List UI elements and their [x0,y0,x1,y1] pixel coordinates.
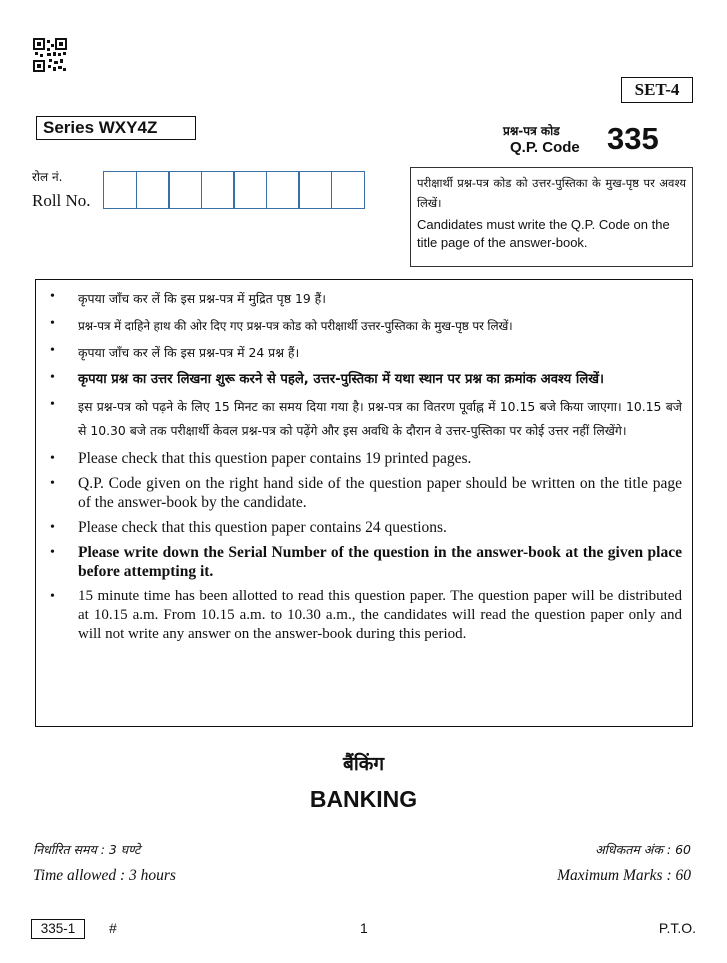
roll-number-cell[interactable] [168,171,202,209]
subject-title-english: BANKING [309,786,418,812]
bullet: • [50,316,55,331]
page-number: 1 [360,920,368,936]
bullet: • [50,289,55,304]
roll-number-cell[interactable] [136,171,170,209]
roll-number-cell[interactable] [298,171,332,209]
instruction-item [46,449,682,468]
qp-code-note-hindi: परीक्षार्थी प्रश्न-पत्र कोड को उत्तर-पुस्तिका के मुख-पृष्ठ पर अवश्य लिखें। [417,176,686,210]
bullet: • [50,397,55,412]
maximum-marks: Maximum Marks : 60 [557,867,691,884]
instruction-text: 15 minute time has been allotted to read this question paper. The question paper will be distributed at 10.15 a.m. From 10.15 a.m. to 10.30 a.m., the candidates will read the question paper only and will not write any answer on the answer-book during this period. [78,588,682,642]
instruction-text: Please write down the Serial Number of the question in the answer-book at the given place before attempting it. [78,544,682,580]
instruction-item [46,368,682,392]
qp-code-note-box [410,167,693,267]
roll-number-cell[interactable] [233,171,267,209]
series-label: Series WXY4Z [36,116,196,140]
instruction-item [46,518,682,537]
maximum-marks-hindi: अधिकतम अंक : 60 [595,842,691,857]
qp-code-label: Q.P. Code [510,139,580,156]
instruction-text: Q.P. Code given on the right hand side of the question paper should be written on the title page of the answer-book by the candidate. [78,475,682,511]
roll-number-label: Roll No. [32,191,91,210]
set-label: SET-4 [621,77,693,103]
qp-code-hindi-label: प्रश्न-पत्र कोड [503,124,560,138]
instruction-item [46,543,682,581]
footer-hash: # [109,920,117,936]
instruction-text: प्रश्न-पत्र में दाहिने हाथ की ओर दिए गए प्रश्न-पत्र कोड को परीक्षार्थी उत्तर-पुस्तिका के मुख-पृष्ठ पर लिखें। [78,319,513,333]
roll-number-hindi-label: रोल नं. [32,170,63,184]
qr-code-icon [33,38,67,72]
instruction-item [46,314,682,338]
bullet: • [50,520,55,535]
subject-title-hindi: बैंकिंग [342,753,385,775]
instruction-text: इस प्रश्न-पत्र को पढ़ने के लिए 15 मिनट का समय दिया गया है। प्रश्न-पत्र का वितरण पूर्वाह्न में 10.15 बजे किया जाएगा। 10.15 बजे से 10.30 बजे तक परीक्षार्थी केवल प्रश्न-पत्र को पढ़ेंगे और इस अवधि के दौरान वे उत्तर-पुस्तिका पर कोई उत्तर नहीं लिखेंगे। [78,399,682,438]
bullet: • [50,451,55,466]
please-turn-over: P.T.O. [658,920,696,936]
roll-number-cell[interactable] [331,171,365,209]
instruction-text: Please check that this question paper contains 19 printed pages. [78,450,472,467]
bullet: • [50,343,55,358]
bullet: • [50,589,55,604]
bullet: • [50,476,55,491]
instruction-item [46,474,682,512]
instruction-text: कृपया जाँच कर लें कि इस प्रश्न-पत्र में मुद्रित पृष्ठ 19 हैं। [78,291,326,306]
instruction-text: Please check that this question paper contains 24 questions. [78,519,447,536]
bullet: • [50,545,55,560]
instruction-item [46,287,682,311]
footer-paper-code: 335-1 [31,919,85,939]
instruction-text: कृपया प्रश्न का उत्तर लिखना शुरू करने से पहले, उत्तर-पुस्तिका में यथा स्थान पर प्रश्न का क्रमांक अवश्य लिखें। [78,372,605,387]
instructions-box [35,279,693,727]
roll-number-cell[interactable] [266,171,300,209]
instruction-item [46,395,682,443]
instruction-item [46,341,682,365]
qp-code-value: 335 [607,121,659,156]
instruction-text: कृपया जाँच कर लें कि इस प्रश्न-पत्र में 24 प्रश्न हैं। [78,345,300,360]
time-allowed: Time allowed : 3 hours [33,867,176,884]
qp-code-note-english: Candidates must write the Q.P. Code on the title page of the answer-book. [417,217,670,250]
instruction-item [46,587,682,644]
roll-number-boxes [103,171,363,209]
time-allowed-hindi: निर्धारित समय : 3 घण्टे [33,842,141,857]
roll-number-cell[interactable] [103,171,137,209]
bullet: • [50,370,55,385]
roll-number-cell[interactable] [201,171,235,209]
